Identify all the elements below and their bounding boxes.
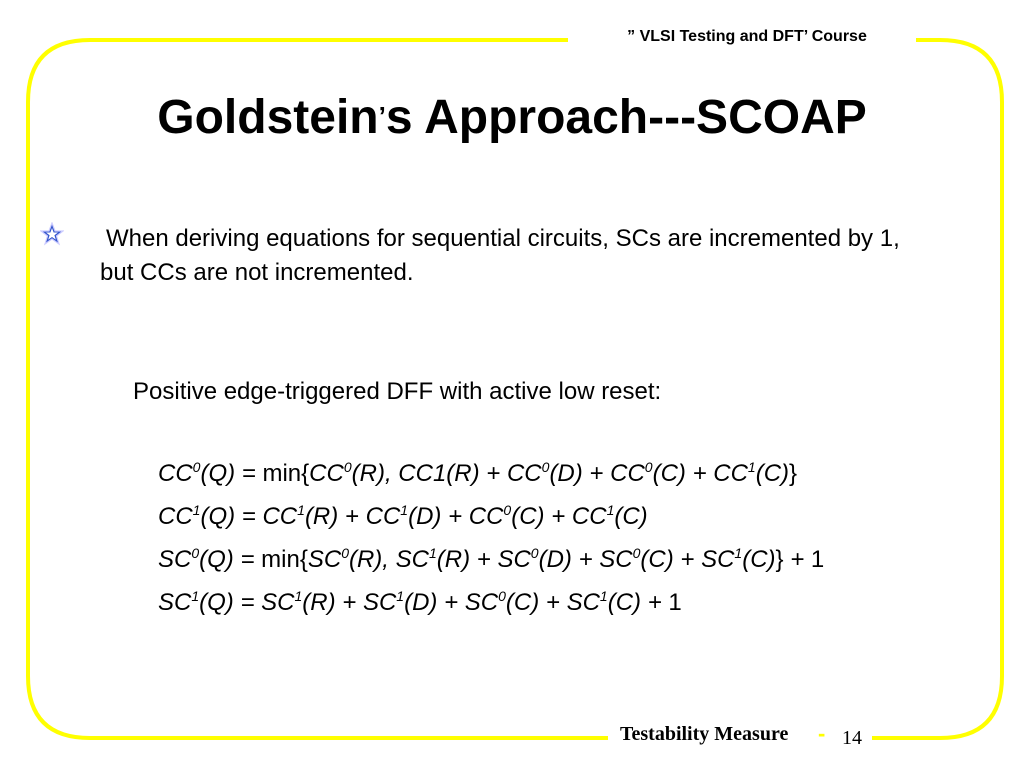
star-bullet-icon bbox=[40, 222, 64, 246]
dff-caption: Positive edge-triggered DFF with active low reset: bbox=[133, 378, 662, 405]
equation-cc1: $CC^1(Q) = CC^1(R) + CC^1(D) + CC^0(C) + CC^1(C)$ bbox=[158, 502, 648, 530]
footer-separator: - bbox=[818, 721, 826, 746]
equations bbox=[158, 460, 824, 632]
slide-title bbox=[0, 90, 1024, 145]
course-header: ” VLSI Testing and DFT’ Course bbox=[578, 28, 916, 46]
title-rest: s Approach---SCOAP bbox=[385, 91, 867, 144]
footer-label: Testability Measure bbox=[614, 723, 794, 746]
equation-sc0: $SC^0(Q) = \min\{SC^0(R)$, $SC^1(R) + SC^0(D) + SC^0(C) + SC^1(C)\} + 1$ bbox=[158, 545, 825, 573]
equation-cc0: $CC^0(Q) = \min\{CC^0(R)$, $CC1(R) + CC^0(D) + CC^0(C) + CC^1(C)$} bbox=[158, 459, 798, 487]
title-apostrophe: ’ bbox=[378, 101, 386, 131]
page-number: 14 bbox=[838, 727, 866, 750]
bullet-text: When deriving equations for sequential circuits, SCs are incremented by 1, but CCs are not incremented. bbox=[100, 225, 900, 286]
title-main: Goldstein bbox=[157, 91, 379, 144]
equation-sc1: $SC^1(Q) = SC^1(R) + SC^1(D) + SC^0(C) + SC^1(C) + 1$ bbox=[158, 588, 682, 616]
